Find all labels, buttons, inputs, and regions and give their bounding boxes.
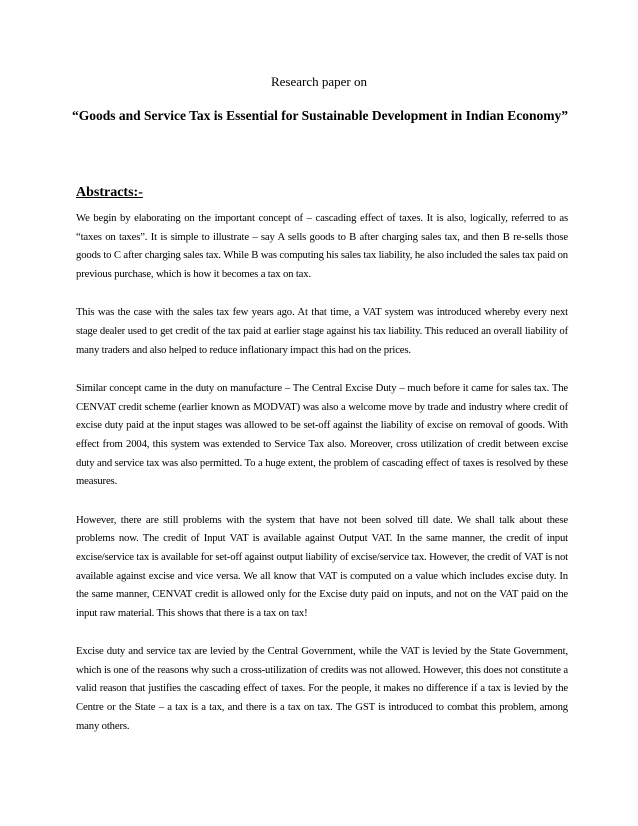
abstract-heading: Abstracts:- <box>76 185 143 200</box>
abstract-paragraph: Excise duty and service tax are levied by the Central Government, while the VAT is levied by the State Government, which is one of the reasons why such a cross-utilization of credits was not allowed. However, this does not constitute a valid reason that justifies the cascading effect of taxes. For the people, it makes no difference if a tax is levied by the Centre or the State – a tax is a tax, and there is a tax on tax. The GST is introduced to combat this problem, among many others. <box>76 645 568 732</box>
abstract-paragraph: Similar concept came in the duty on manufacture – The Central Excise Duty – much before it came for sales tax. The CENVAT credit scheme (earlier known as MODVAT) was also a welcome move by trade and industry where credit of excise duty paid at the input stages was allowed to be set-off against the liability of excise on removal of goods. With effect from 2004, this system was extended to Service Tax also. Moreover, cross utilization of credit between excise duty and service tax was also permitted. To a huge extent, the problem of cascading effect of taxes is resolved by these measures. <box>76 382 568 488</box>
paper-title: “Goods and Service Tax is Essential for Sustainable Development in Indian Economy” <box>72 108 568 123</box>
abstract-paragraph: This was the case with the sales tax few years ago. At that time, a VAT system was introduced whereby every next stage dealer used to get credit of the tax paid at earlier stage against his tax liability. This reduced an overall liability of many traders and also helped to reduce inflationary impact this had on the prices. <box>76 306 568 356</box>
abstract-body <box>76 209 568 755</box>
abstract-paragraph: However, there are still problems with the system that have not been solved till date. We shall talk about these problems now. The credit of Input VAT is available against Output VAT. In the same manner, the credit of input excise/service tax is available for set-off against output liability of excise/service tax. However, the credit of VAT is not available against excise and vice versa. We all know that VAT is computed on a value which includes excise duty. In the same manner, CENVAT credit is allowed only for the Excise duty paid on inputs, and not on the VAT paid on the input raw material. This shows that there is a tax on tax! <box>76 513 568 619</box>
abstract-paragraph: We begin by elaborating on the important concept of – cascading effect of taxes. It is also, logically, referred to as “taxes on taxes”. It is simple to illustrate – say A sells goods to B after charging sales tax, and then B re-sells those goods to C after charging sales tax. While B was computing his sales tax liability, he also included the sales tax paid on previous purchase, which is how it becomes a tax on tax. <box>76 212 568 280</box>
paper-kicker: Research paper on <box>270 74 367 89</box>
